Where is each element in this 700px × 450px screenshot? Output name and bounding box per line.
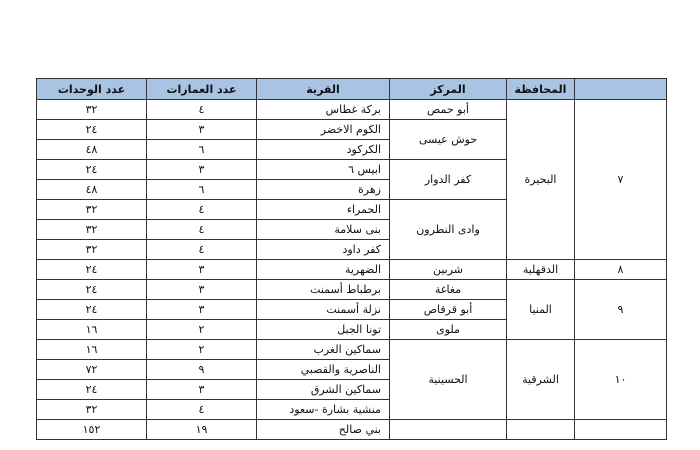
row-number: ٨ — [575, 260, 667, 280]
header-buildings: عدد العمارات — [147, 79, 257, 100]
village-cell: سماكين الغرب — [257, 340, 390, 360]
table-row — [37, 340, 667, 360]
village-cell: الحمراء — [257, 200, 390, 220]
village-cell: الناصرية والقصبي — [257, 360, 390, 380]
center-cell: الحسينية — [390, 340, 507, 420]
header-governorate: المحافظة — [507, 79, 575, 100]
village-cell: الضهرية — [257, 260, 390, 280]
village-cell: سماكين الشرق — [257, 380, 390, 400]
center-cell: ملوى — [390, 320, 507, 340]
units-cell: ٣٢ — [37, 220, 147, 240]
units-cell: ٢٤ — [37, 280, 147, 300]
units-cell: ٢٤ — [37, 380, 147, 400]
center-cell: مغاغة — [390, 280, 507, 300]
village-cell: بركة غطاس — [257, 100, 390, 120]
buildings-cell: ١٩ — [147, 420, 257, 440]
buildings-cell: ٣ — [147, 380, 257, 400]
governorate-cell: الشرقية — [507, 340, 575, 420]
governorate-cell: المنيا — [507, 280, 575, 340]
village-cell: نزلة أسمنت — [257, 300, 390, 320]
header-row — [37, 79, 667, 100]
units-cell: ١٥٢ — [37, 420, 147, 440]
header-units: عدد الوحدات — [37, 79, 147, 100]
buildings-cell: ٣ — [147, 300, 257, 320]
buildings-cell: ٦ — [147, 180, 257, 200]
buildings-cell: ٤ — [147, 240, 257, 260]
units-cell: ٢٤ — [37, 300, 147, 320]
header-village: القرية — [257, 79, 390, 100]
center-cell: وادى النطرون — [390, 200, 507, 260]
governorate-cell: الدقهلية — [507, 260, 575, 280]
governorate-cell: البحيرة — [507, 100, 575, 260]
center-cell: أبو قرقاص — [390, 300, 507, 320]
buildings-cell: ٢ — [147, 340, 257, 360]
buildings-cell: ٤ — [147, 200, 257, 220]
header-center: المركز — [390, 79, 507, 100]
header-no — [575, 79, 667, 100]
buildings-cell: ٢ — [147, 320, 257, 340]
units-cell: ٢٤ — [37, 160, 147, 180]
buildings-cell: ٣ — [147, 160, 257, 180]
units-cell: ٢٤ — [37, 260, 147, 280]
village-cell: ابيس ٦ — [257, 160, 390, 180]
village-cell: زهرة — [257, 180, 390, 200]
housing-table — [36, 78, 667, 440]
buildings-cell: ٩ — [147, 360, 257, 380]
village-cell: برطباط أسمنت — [257, 280, 390, 300]
village-cell: تونا الجبل — [257, 320, 390, 340]
center-cell: أبو حمص — [390, 100, 507, 120]
units-cell: ٧٢ — [37, 360, 147, 380]
buildings-cell: ٤ — [147, 400, 257, 420]
row-number — [575, 420, 667, 440]
units-cell: ٤٨ — [37, 140, 147, 160]
village-cell: بنى سلامة — [257, 220, 390, 240]
row-number: ١٠ — [575, 340, 667, 420]
village-cell: الكوم الاخضر — [257, 120, 390, 140]
units-cell: ١٦ — [37, 320, 147, 340]
units-cell: ٣٢ — [37, 100, 147, 120]
table-row — [37, 420, 667, 440]
units-cell: ٣٢ — [37, 400, 147, 420]
buildings-cell: ٤ — [147, 100, 257, 120]
buildings-cell: ٣ — [147, 260, 257, 280]
governorate-cell — [507, 420, 575, 440]
table-row — [37, 260, 667, 280]
buildings-cell: ٣ — [147, 280, 257, 300]
village-cell: الكركود — [257, 140, 390, 160]
village-cell: بني صالح — [257, 420, 390, 440]
buildings-cell: ٤ — [147, 220, 257, 240]
units-cell: ٣٢ — [37, 240, 147, 260]
center-cell — [390, 420, 507, 440]
units-cell: ٢٤ — [37, 120, 147, 140]
buildings-cell: ٣ — [147, 120, 257, 140]
row-number: ٩ — [575, 280, 667, 340]
units-cell: ٤٨ — [37, 180, 147, 200]
center-cell: شربين — [390, 260, 507, 280]
table-row — [37, 100, 667, 120]
center-cell: حوش عيسى — [390, 120, 507, 160]
table-row — [37, 280, 667, 300]
units-cell: ٣٢ — [37, 200, 147, 220]
units-cell: ١٦ — [37, 340, 147, 360]
buildings-cell: ٦ — [147, 140, 257, 160]
center-cell: كفر الدوار — [390, 160, 507, 200]
village-cell: منشية بشارة -سعود — [257, 400, 390, 420]
village-cell: كفر داود — [257, 240, 390, 260]
housing-table-container — [36, 78, 666, 440]
row-number: ٧ — [575, 100, 667, 260]
